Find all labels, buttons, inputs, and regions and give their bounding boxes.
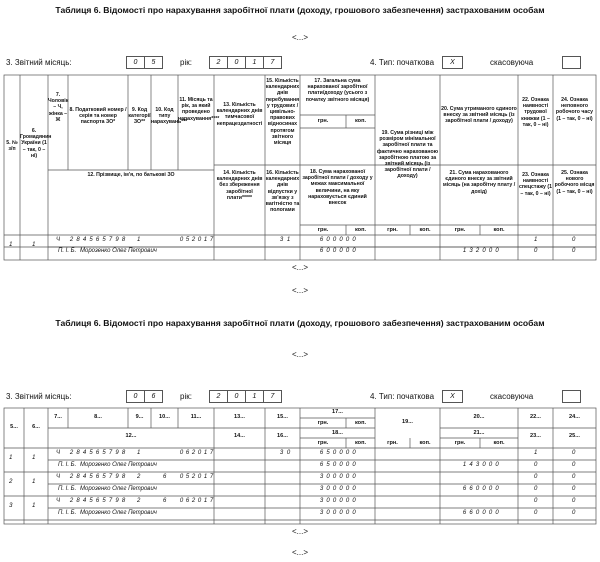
labor-book-flag: 1 (534, 450, 538, 456)
tax-digit[interactable]: 2 (69, 498, 74, 504)
period-digit[interactable]: 0 (197, 474, 202, 480)
accrued-contribution-digit: 3 (475, 462, 480, 468)
tax-digit[interactable]: 6 (95, 237, 100, 243)
row-number: 2 (9, 478, 13, 485)
accrued-contribution-digit: 6 (462, 486, 467, 492)
labor-book-flag: 0 (534, 498, 538, 504)
tax-digit[interactable]: 8 (121, 498, 126, 504)
capped-salary-digit: 6 (319, 248, 324, 254)
header-20-grn: грн. (454, 227, 466, 233)
type-initial-checkbox[interactable]: X (442, 390, 463, 403)
header-18-grn: грн. (317, 227, 329, 233)
header-7: 7. Чоловік – Ч, жінка – Ж (48, 92, 69, 123)
header-10: 10... (159, 414, 170, 420)
tax-digit[interactable]: 8 (76, 498, 80, 504)
name-prefix: П. І. Б. (58, 510, 77, 516)
header-6: 6. Громадянин України (1 – так, 0 – ні) (20, 128, 52, 159)
cancel-label-2: скасовуюча (490, 392, 534, 401)
tax-digit[interactable]: 5 (89, 237, 93, 243)
header-17-kop: коп. (354, 420, 367, 426)
total-salary-digit: 0 (345, 237, 350, 243)
header-13: 13... (234, 414, 245, 420)
header-23: 23. Ознака наявності спецстажу (1 – так, 0 – ні) (519, 172, 552, 197)
header-9: 9... (135, 414, 144, 420)
total-salary-digit: 0 (352, 450, 356, 456)
header-14: 14... (234, 433, 245, 439)
name-prefix: П. І. Б. (58, 462, 77, 468)
row-number: 1 (9, 241, 13, 248)
special-stazh-flag: 0 (534, 486, 538, 492)
new-workplace-flag: 0 (572, 510, 576, 516)
capped-salary-digit: 0 (326, 248, 330, 254)
header-25: 25... (569, 433, 580, 439)
year-digit-1[interactable]: 2 (209, 56, 228, 69)
total-salary-digit: 3 (319, 474, 324, 480)
special-stazh-flag: 0 (534, 248, 538, 254)
tax-digit[interactable]: 4 (82, 237, 87, 243)
ellipsis: <...> (291, 33, 308, 42)
tax-digit[interactable]: 6 (95, 498, 100, 504)
tax-digit[interactable]: 4 (82, 474, 87, 480)
accrued-contribution-digit: 0 (482, 510, 486, 516)
part-time-flag: 0 (572, 474, 576, 480)
header-18-kop: коп. (354, 440, 367, 446)
tax-digit[interactable]: 2 (69, 450, 74, 456)
tax-digit[interactable]: 8 (121, 450, 126, 456)
header-19-kop: коп. (419, 227, 431, 233)
capped-salary-digit: 0 (326, 510, 330, 516)
period-digit[interactable]: 1 (203, 237, 208, 243)
ellipsis: <...> (291, 548, 308, 557)
capped-salary-digit: 0 (345, 486, 350, 492)
accrual-type: 6 (163, 498, 167, 504)
header-19: 19... (402, 419, 413, 425)
header-24: 24... (569, 414, 580, 420)
name-prefix: П. І. Б. (58, 248, 77, 254)
year-digit-3[interactable]: 1 (245, 56, 264, 69)
header-17: 17. Загальна сума нарахованої заробітної плати/доходу (усього з початку звітного місяця) (305, 78, 370, 103)
month-digit-1[interactable]: 0 (126, 390, 145, 403)
header-8: 8... (94, 414, 102, 420)
total-salary-digit: 0 (326, 474, 330, 480)
days-employed-digit: 1 (286, 237, 291, 243)
cancel-label: скасовуюча (490, 58, 534, 67)
total-salary-digit: 0 (332, 450, 337, 456)
capped-salary-digit: 0 (352, 486, 356, 492)
tax-digit[interactable]: 5 (89, 498, 93, 504)
accrued-contribution-digit: 0 (488, 486, 493, 492)
accrued-contribution-digit: 2 (475, 248, 480, 254)
header-17-kop: коп. (354, 118, 367, 124)
header-16: 16. Кількість календарних днів відпустки у зв'язку з вагітністю та пологами (265, 170, 300, 214)
new-workplace-flag: 0 (572, 462, 576, 468)
period-digit[interactable]: 0 (197, 237, 202, 243)
period-digit[interactable]: 1 (203, 474, 208, 480)
header-22: 22... (530, 414, 541, 420)
full-name: Морозенко Олег Петрович (80, 462, 157, 468)
header-20: 20. Сума утриманого єдиного внеску за звітний місяць (із заробітної плати / доходу) (441, 106, 517, 125)
period-digit[interactable]: 0 (179, 450, 184, 456)
period-digit[interactable]: 6 (185, 450, 190, 456)
name-prefix: П. І. Б. (58, 486, 77, 492)
header-21: 21... (473, 430, 485, 436)
period-digit[interactable]: 7 (209, 450, 214, 456)
capped-salary-digit: 3 (319, 510, 324, 516)
header-5: 5. № з/п (6, 140, 18, 153)
capped-salary-digit: 0 (345, 510, 350, 516)
period-digit[interactable]: 7 (209, 237, 214, 243)
accrued-contribution-digit: 6 (469, 510, 473, 516)
tax-digit[interactable]: 2 (69, 237, 74, 243)
total-salary-digit: 0 (339, 498, 343, 504)
total-salary-digit: 0 (352, 474, 356, 480)
total-salary-digit: 0 (339, 237, 343, 243)
period-digit[interactable]: 1 (203, 450, 208, 456)
category-code: 1 (137, 450, 141, 456)
header-19-grn: грн. (387, 440, 398, 446)
special-stazh-flag: 0 (534, 510, 538, 516)
header-15: 15. Кількість календарних днів перебування у трудових / цивільно-правових відносинах протягом звітного місяця (265, 78, 300, 147)
capped-salary-digit: 0 (332, 248, 337, 254)
period-digit[interactable]: 5 (185, 237, 190, 243)
tax-digit[interactable]: 4 (82, 450, 87, 456)
capped-salary-digit: 6 (319, 462, 324, 468)
capped-salary-digit: 0 (332, 510, 337, 516)
header-22: 22. Ознака наявності трудової книжки (1 – так, 0 – ні) (521, 97, 550, 128)
header-17-grn: грн. (317, 118, 329, 124)
header-15: 15... (277, 414, 288, 420)
header-11: 11. Місяць та рік, за який проведено нарахування**** (178, 97, 220, 122)
header-19-grn: грн. (387, 227, 398, 233)
header-18-kop: коп. (354, 227, 367, 233)
category-code: 1 (137, 237, 141, 243)
period-digit[interactable]: 0 (179, 474, 184, 480)
year-digit-4[interactable]: 7 (263, 390, 282, 403)
tax-digit[interactable]: 5 (102, 474, 106, 480)
tax-digit[interactable]: 8 (121, 474, 126, 480)
full-name: Морозенко Олег Петрович (80, 248, 157, 254)
capped-salary-digit: 0 (339, 462, 343, 468)
capped-salary-digit: 0 (339, 248, 343, 254)
header-7: 7... (54, 414, 62, 420)
tax-digit[interactable]: 5 (89, 474, 93, 480)
accrued-contribution-digit: 0 (488, 248, 493, 254)
header-12: 12... (125, 433, 137, 439)
year-label: рік: (180, 58, 192, 67)
accrued-contribution-digit: 6 (462, 510, 467, 516)
header-9: 9. Код категорії ЗО** (128, 107, 151, 126)
month-digit-2[interactable]: 5 (144, 56, 163, 69)
accrued-contribution-digit: 0 (475, 486, 480, 492)
full-name: Морозенко Олег Петрович (80, 510, 157, 516)
ellipsis: <...> (291, 527, 308, 536)
header-8: 8. Податковий номер / серія та номер паспорта ЗО* (69, 107, 127, 126)
tax-digit[interactable]: 6 (95, 450, 100, 456)
accrued-contribution-digit: 3 (469, 248, 473, 254)
days-employed-digit: 0 (286, 450, 291, 456)
type-label-2: 4. Тип: початкова (370, 392, 435, 401)
total-salary-digit: 0 (352, 237, 356, 243)
header-18-grn: грн. (317, 440, 329, 446)
month-label-2: 3. Звітний місяць: (6, 392, 72, 401)
accrued-contribution-digit: 0 (495, 510, 499, 516)
tax-digit[interactable]: 7 (108, 237, 113, 243)
capped-salary-digit: 0 (339, 510, 343, 516)
header-19-kop: коп. (419, 440, 431, 446)
accrued-contribution-digit: 0 (495, 248, 499, 254)
tax-digit[interactable]: 8 (76, 450, 80, 456)
capped-salary-digit: 0 (352, 248, 356, 254)
header-5: 5... (10, 424, 18, 430)
header-20-kop: коп. (493, 440, 505, 446)
tax-digit[interactable]: 5 (89, 450, 93, 456)
capped-salary-digit: 0 (332, 462, 337, 468)
header-14: 14. Кількість календарних днів без збереження заробітної плати***** (216, 170, 263, 201)
total-salary-digit: 0 (332, 498, 337, 504)
total-salary-digit: 3 (319, 498, 324, 504)
capped-salary-digit: 0 (332, 486, 337, 492)
header-12: 12. Прізвище, ім'я, по батькові ЗО (87, 172, 175, 178)
year-label-2: рік: (180, 392, 192, 401)
sex-value: Ч (56, 237, 61, 243)
part-time-flag: 0 (572, 498, 576, 504)
month-digit-1[interactable]: 0 (126, 56, 145, 69)
tax-digit[interactable]: 4 (82, 498, 87, 504)
tax-digit[interactable]: 5 (102, 498, 106, 504)
period-digit[interactable]: 2 (191, 237, 196, 243)
citizen-flag: 1 (32, 454, 36, 461)
capped-salary-digit: 0 (326, 486, 330, 492)
period-digit[interactable]: 0 (179, 237, 184, 243)
tax-digit[interactable]: 9 (115, 237, 119, 243)
header-20: 20... (473, 414, 485, 420)
row-number: 3 (9, 502, 13, 509)
month-label: 3. Звітний місяць: (6, 58, 72, 67)
total-salary-digit: 6 (319, 450, 324, 456)
tax-digit[interactable]: 6 (95, 474, 100, 480)
part-time-flag: 0 (572, 237, 576, 243)
total-salary-digit: 0 (339, 450, 343, 456)
period-digit[interactable]: 6 (185, 498, 190, 504)
header-18: 18. Сума нарахованої заробітної плати / доходу у межах максимальної величини, на яку нараховується єдиний внесок (302, 169, 373, 207)
total-salary-digit: 0 (345, 498, 350, 504)
accrued-contribution-digit: 0 (495, 462, 499, 468)
tax-digit[interactable]: 9 (115, 474, 119, 480)
header-23: 23... (530, 433, 541, 439)
capped-salary-digit: 0 (352, 510, 356, 516)
accrued-contribution-digit: 1 (462, 462, 467, 468)
total-salary-digit: 0 (332, 474, 337, 480)
year-digit-2[interactable]: 0 (227, 390, 246, 403)
header-17-grn: грн. (317, 420, 329, 426)
header-18: 18... (332, 430, 343, 436)
new-workplace-flag: 0 (572, 248, 576, 254)
accrued-contribution-digit: 0 (482, 486, 486, 492)
header-24: 24. Ознака неповного робочого часу (1 – так, 0 – ні) (555, 97, 594, 122)
header-25: 25. Ознака нового робочого місця (1 – так, 0 – ні) (554, 170, 595, 195)
sex-value: Ч (56, 450, 61, 456)
period-digit[interactable]: 2 (191, 498, 196, 504)
days-employed-digit: 3 (279, 450, 284, 456)
category-code: 2 (137, 498, 141, 504)
header-10: 10. Код типу нарахувань*** (151, 107, 188, 126)
tax-digit[interactable]: 9 (115, 450, 119, 456)
capped-salary-digit: 0 (339, 486, 343, 492)
total-salary-digit: 0 (332, 237, 337, 243)
total-salary-digit: 5 (326, 450, 330, 456)
type-label: 4. Тип: початкова (370, 58, 435, 67)
tax-digit[interactable]: 7 (108, 474, 113, 480)
table-6-title-2: Таблиця 6. Відомості про нарахування заробітної плати (доходу, грошового забезпечення) застрахованим особам (55, 318, 545, 328)
header-20-grn: грн. (454, 440, 466, 446)
days-employed-digit: 3 (279, 237, 284, 243)
period-digit[interactable]: 0 (179, 498, 184, 504)
capped-salary-digit: 0 (345, 248, 350, 254)
total-salary-digit: 0 (345, 474, 350, 480)
sex-value: Ч (56, 474, 61, 480)
accrued-contribution-digit: 0 (475, 510, 480, 516)
tax-digit[interactable]: 2 (69, 474, 74, 480)
period-digit[interactable]: 2 (191, 474, 196, 480)
header-11: 11... (190, 414, 202, 420)
full-name: Морозенко Олег Петрович (80, 486, 157, 492)
year-digit-4[interactable]: 7 (263, 56, 282, 69)
special-stazh-flag: 0 (534, 462, 538, 468)
accrued-contribution-digit: 0 (495, 486, 499, 492)
row-number: 1 (9, 454, 13, 461)
accrued-contribution-digit: 0 (482, 462, 486, 468)
total-salary-digit: 0 (352, 498, 356, 504)
type-initial-checkbox[interactable]: X (442, 56, 463, 69)
header-6: 6... (32, 424, 40, 430)
capped-salary-digit: 3 (319, 486, 324, 492)
header-16: 16... (277, 433, 288, 439)
ellipsis: <...> (291, 286, 308, 295)
table-6-title: Таблиця 6. Відомості про нарахування заробітної плати (доходу, грошового забезпечення) застрахованим особам (55, 5, 545, 15)
header-20-kop: коп. (493, 227, 505, 233)
citizen-flag: 1 (32, 502, 36, 509)
category-code: 2 (137, 474, 141, 480)
tax-digit[interactable]: 7 (108, 450, 113, 456)
period-digit[interactable]: 2 (191, 450, 196, 456)
total-salary-digit: 0 (326, 237, 330, 243)
citizen-flag: 1 (32, 478, 36, 485)
tax-digit[interactable]: 8 (76, 474, 80, 480)
tax-digit[interactable]: 9 (115, 498, 119, 504)
accrued-contribution-digit: 0 (488, 462, 493, 468)
sex-value: Ч (56, 498, 61, 504)
year-digit-1[interactable]: 2 (209, 390, 228, 403)
period-digit[interactable]: 0 (197, 498, 202, 504)
tax-digit[interactable]: 8 (76, 237, 80, 243)
year-digit-2[interactable]: 0 (227, 56, 246, 69)
ellipsis: <...> (291, 263, 308, 272)
period-digit[interactable]: 1 (203, 498, 208, 504)
accrued-contribution-digit: 0 (482, 248, 486, 254)
header-17: 17... (332, 409, 343, 415)
total-salary-digit: 0 (345, 450, 350, 456)
tax-digit[interactable]: 8 (121, 237, 126, 243)
period-digit[interactable]: 7 (209, 474, 214, 480)
ellipsis: <...> (291, 350, 308, 359)
period-digit[interactable]: 5 (185, 474, 190, 480)
total-salary-digit: 0 (326, 498, 330, 504)
header-21: 21. Сума нарахованого єдиного внеску за звітний місяць (на заробітну плату / дохід) (442, 170, 516, 195)
header-19: 19. Сума різниці між розміром мінімальної заробітної плати та фактично нарахованою заробітною платою за звітний місяць (із заробітної плати / доходу) (376, 130, 439, 180)
tax-digit[interactable]: 5 (102, 450, 106, 456)
labor-book-flag: 1 (534, 237, 538, 243)
period-digit[interactable]: 0 (197, 450, 202, 456)
year-digit-3[interactable]: 1 (245, 390, 264, 403)
month-digit-2[interactable]: 6 (144, 390, 163, 403)
accrued-contribution-digit: 1 (462, 248, 467, 254)
total-salary-digit: 0 (339, 474, 343, 480)
part-time-flag: 0 (572, 450, 576, 456)
labor-book-flag: 0 (534, 474, 538, 480)
capped-salary-digit: 0 (352, 462, 356, 468)
tax-digit[interactable]: 7 (108, 498, 113, 504)
accrued-contribution-digit: 4 (469, 462, 473, 468)
accrual-type: 6 (163, 474, 167, 480)
capped-salary-digit: 5 (326, 462, 330, 468)
tax-digit[interactable]: 5 (102, 237, 106, 243)
accrued-contribution-digit: 0 (488, 510, 493, 516)
new-workplace-flag: 0 (572, 486, 576, 492)
accrued-contribution-digit: 6 (469, 486, 473, 492)
citizen-flag: 1 (32, 241, 36, 248)
capped-salary-digit: 0 (345, 462, 350, 468)
header-13: 13. Кількість календарних днів тимчасової непрацездатності (216, 102, 263, 127)
total-salary-digit: 6 (319, 237, 324, 243)
period-digit[interactable]: 7 (209, 498, 214, 504)
